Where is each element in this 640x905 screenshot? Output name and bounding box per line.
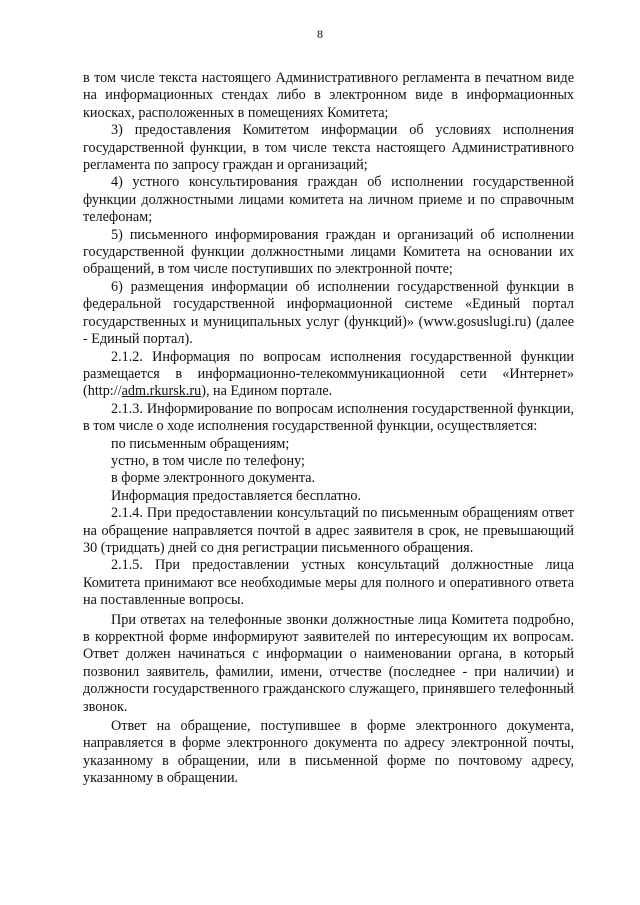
paragraph-continuation: в том числе текста настоящего Административного регламента в печатном виде на информационных стендах либо в электронном виде в информационных киосках, расположенных в помещениях Комитета;	[83, 70, 574, 121]
paragraph-2-1-2-text-end: ), на Едином портале.	[201, 383, 333, 400]
paragraph-item-6: 6) размещения информации об исполнении государственной функции в федеральной государственной информационной системе «Единый портал государственных и муниципальных услуг (функций)» (www.gosuslugi.ru) (далее - Единый портал).	[83, 278, 574, 348]
page-number: 8	[317, 27, 323, 41]
paragraph-item-4: 4) устного консультирования граждан об исполнении государственной функции должностными лицами комитета на личном приеме и по справочным телефонам;	[83, 174, 574, 226]
paragraph-2-1-4: 2.1.4. При предоставлении консультаций по письменным обращениям ответ на обращение направляется почтой в адрес заявителя в срок, не превышающий 30 (тридцать) дней со дня регистрации письменного обращения.	[83, 505, 574, 556]
channels-list	[83, 436, 574, 506]
paragraph-2-1-3: 2.1.3. Информирование по вопросам исполнения государственной функции, в том числе о ходе исполнения государственной функции, осуществляется:	[83, 400, 574, 435]
website-link[interactable]: adm.rkursk.ru	[121, 383, 202, 400]
paragraph-2-1-2	[83, 349, 574, 401]
list-item: по письменным обращениям;	[111, 435, 290, 452]
list-item: в форме электронного документа.	[111, 470, 316, 487]
document-body	[83, 70, 574, 788]
paragraph-item-5: 5) письменного информирования граждан и организаций об исполнении государственной функции должностными лицами Комитета на основании их обращений, в том числе поступивших по электронной почте;	[83, 226, 574, 278]
paragraph-phone-answers: При ответах на телефонные звонки должностные лица Комитета подробно, в корректной форме информируют заявителей по интересующим их вопросам. Ответ должен начинаться с информации о наименовании органа, в который позвонил заявитель, фамилии, имени, отчестве (последнее - при наличии) и должности государственного гражданского служащего, принявшего телефонный звонок.	[83, 611, 574, 715]
list-item: устно, в том числе по телефону;	[111, 452, 305, 469]
paragraph-2-1-2-text-start: 2.1.2. Информация по вопросам исполнения государственной функции размещается в информационно-телекоммуникационной сети «Интернет» (http://	[83, 348, 574, 400]
paragraph-email-answers: Ответ на обращение, поступившее в форме электронного документа, направляется в форме электронного документа по адресу электронной почты, указанному в обращении, или в письменной форме по почтовому адресу, указанному в обращении.	[83, 718, 574, 787]
paragraph-item-3: 3) предоставления Комитетом информации об условиях исполнения государственной функции, в том числе текста настоящего Административного регламента по запросу граждан и организаций;	[83, 122, 574, 174]
paragraph-2-1-5: 2.1.5. При предоставлении устных консультаций должностные лица Комитета принимают все необходимые меры для полного и оперативного ответа на поставленные вопросы.	[83, 557, 574, 609]
free-of-charge-note: Информация предоставляется бесплатно.	[111, 487, 362, 504]
